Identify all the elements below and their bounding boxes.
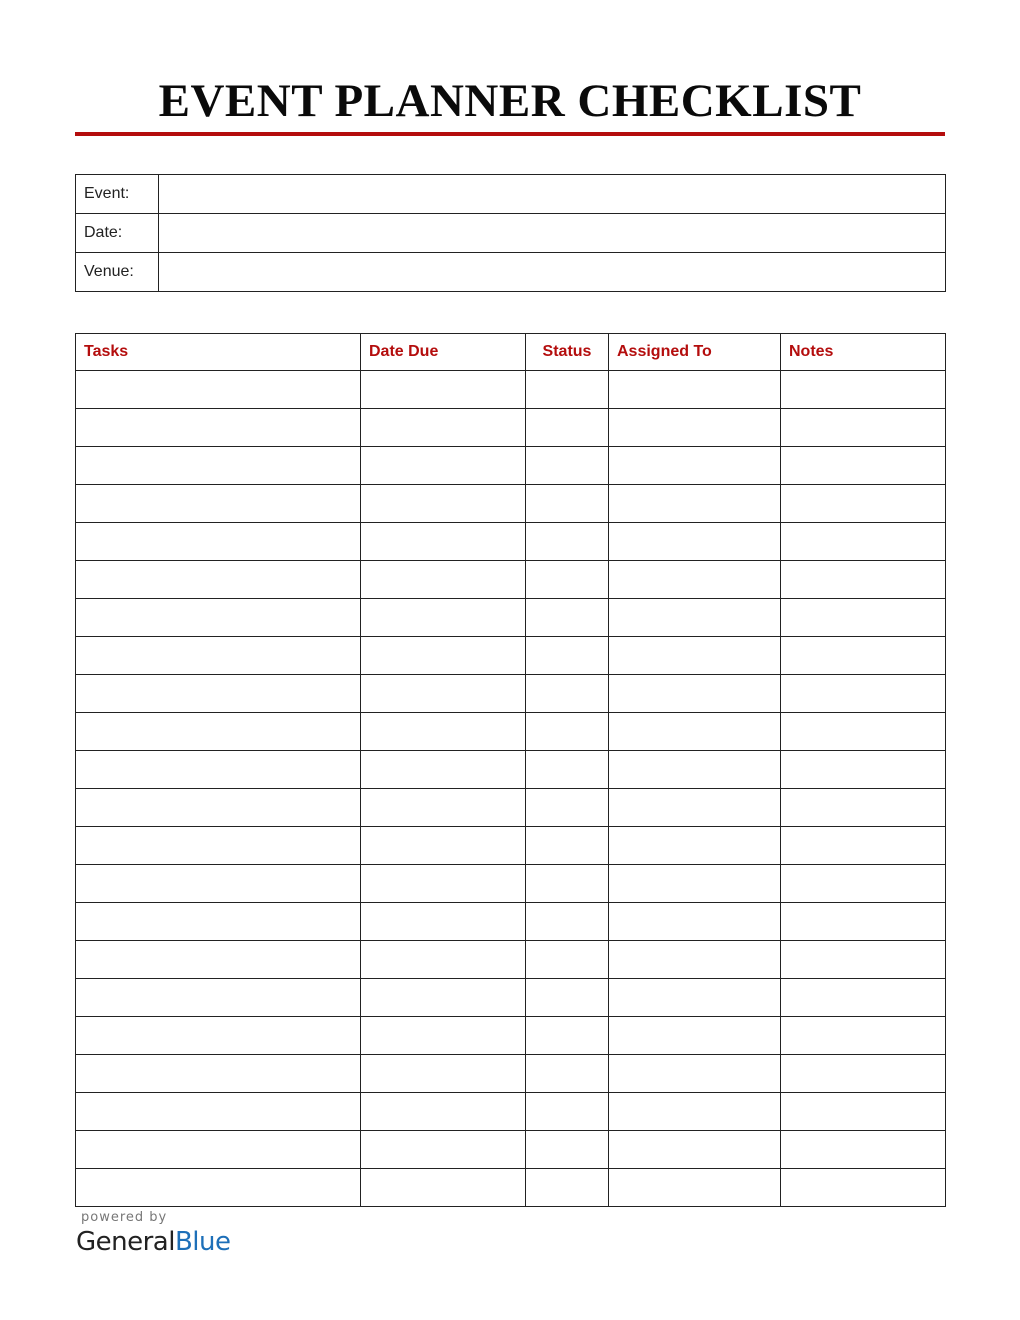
footer-branding	[76, 1210, 231, 1257]
notes-cell[interactable]	[781, 675, 946, 713]
notes-cell[interactable]	[781, 447, 946, 485]
notes-cell[interactable]	[781, 485, 946, 523]
date-row	[76, 214, 946, 253]
task-cell[interactable]	[76, 979, 361, 1017]
checklist-header-row	[76, 334, 946, 371]
date-field[interactable]	[159, 214, 946, 253]
date-due-cell[interactable]	[361, 599, 526, 637]
task-cell[interactable]	[76, 1017, 361, 1055]
notes-cell[interactable]	[781, 1169, 946, 1207]
status-cell[interactable]	[526, 409, 609, 447]
table-row	[76, 637, 946, 675]
task-cell[interactable]	[76, 903, 361, 941]
assigned-to-cell[interactable]	[609, 409, 781, 447]
date-due-cell[interactable]	[361, 523, 526, 561]
assigned-to-cell[interactable]	[609, 1093, 781, 1131]
status-cell[interactable]	[526, 637, 609, 675]
table-row	[76, 447, 946, 485]
task-cell[interactable]	[76, 713, 361, 751]
date-due-cell[interactable]	[361, 409, 526, 447]
assigned-to-cell[interactable]	[609, 371, 781, 409]
task-cell[interactable]	[76, 1093, 361, 1131]
assigned-to-cell[interactable]	[609, 827, 781, 865]
column-header-date-due: Date Due	[361, 334, 526, 371]
venue-label: Venue:	[76, 253, 159, 292]
table-row	[76, 485, 946, 523]
task-cell[interactable]	[76, 789, 361, 827]
task-cell[interactable]	[76, 561, 361, 599]
assigned-to-cell[interactable]	[609, 751, 781, 789]
date-due-cell[interactable]	[361, 447, 526, 485]
status-cell[interactable]	[526, 561, 609, 599]
task-cell[interactable]	[76, 1055, 361, 1093]
task-cell[interactable]	[76, 1131, 361, 1169]
event-info-table	[75, 174, 946, 292]
date-due-cell[interactable]	[361, 485, 526, 523]
status-cell[interactable]	[526, 789, 609, 827]
task-cell[interactable]	[76, 599, 361, 637]
table-row	[76, 789, 946, 827]
column-header-status: Status	[526, 334, 609, 371]
table-row	[76, 865, 946, 903]
date-due-cell[interactable]	[361, 561, 526, 599]
brand-name-part2: Blue	[174, 1227, 231, 1257]
assigned-to-cell[interactable]	[609, 865, 781, 903]
task-cell[interactable]	[76, 371, 361, 409]
date-due-cell[interactable]	[361, 637, 526, 675]
task-cell[interactable]	[76, 447, 361, 485]
task-cell[interactable]	[76, 409, 361, 447]
notes-cell[interactable]	[781, 941, 946, 979]
date-due-cell[interactable]	[361, 903, 526, 941]
status-cell[interactable]	[526, 599, 609, 637]
column-header-assigned-to: Assigned To	[609, 334, 781, 371]
assigned-to-cell[interactable]	[609, 1169, 781, 1207]
task-cell[interactable]	[76, 637, 361, 675]
notes-cell[interactable]	[781, 865, 946, 903]
column-header-tasks: Tasks	[76, 334, 361, 371]
date-due-cell[interactable]	[361, 941, 526, 979]
date-due-cell[interactable]	[361, 1093, 526, 1131]
date-due-cell[interactable]	[361, 713, 526, 751]
page-title: EVENT PLANNER CHECKLIST	[158, 75, 862, 127]
table-row	[76, 1093, 946, 1131]
table-row	[76, 979, 946, 1017]
status-cell[interactable]	[526, 941, 609, 979]
notes-cell[interactable]	[781, 751, 946, 789]
table-row	[76, 599, 946, 637]
notes-cell[interactable]	[781, 979, 946, 1017]
assigned-to-cell[interactable]	[609, 675, 781, 713]
table-row	[76, 1169, 946, 1207]
notes-cell[interactable]	[781, 1093, 946, 1131]
table-row	[76, 523, 946, 561]
notes-cell[interactable]	[781, 1017, 946, 1055]
table-row	[76, 941, 946, 979]
status-cell[interactable]	[526, 1055, 609, 1093]
status-cell[interactable]	[526, 1169, 609, 1207]
assigned-to-cell[interactable]	[609, 713, 781, 751]
task-cell[interactable]	[76, 675, 361, 713]
event-field[interactable]	[159, 175, 946, 214]
task-cell[interactable]	[76, 865, 361, 903]
notes-cell[interactable]	[781, 599, 946, 637]
notes-cell[interactable]	[781, 1131, 946, 1169]
date-due-cell[interactable]	[361, 979, 526, 1017]
table-row	[76, 561, 946, 599]
status-cell[interactable]	[526, 827, 609, 865]
date-due-cell[interactable]	[361, 827, 526, 865]
assigned-to-cell[interactable]	[609, 561, 781, 599]
venue-row	[76, 253, 946, 292]
assigned-to-cell[interactable]	[609, 1131, 781, 1169]
date-due-cell[interactable]	[361, 1169, 526, 1207]
date-due-cell[interactable]	[361, 1055, 526, 1093]
date-due-cell[interactable]	[361, 371, 526, 409]
task-cell[interactable]	[76, 827, 361, 865]
task-cell[interactable]	[76, 941, 361, 979]
notes-cell[interactable]	[781, 903, 946, 941]
table-row	[76, 675, 946, 713]
status-cell[interactable]	[526, 713, 609, 751]
status-cell[interactable]	[526, 979, 609, 1017]
table-row	[76, 371, 946, 409]
date-due-cell[interactable]	[361, 751, 526, 789]
status-cell[interactable]	[526, 447, 609, 485]
assigned-to-cell[interactable]	[609, 637, 781, 675]
date-due-cell[interactable]	[361, 675, 526, 713]
assigned-to-cell[interactable]	[609, 789, 781, 827]
notes-cell[interactable]	[781, 713, 946, 751]
notes-cell[interactable]	[781, 1055, 946, 1093]
table-row	[76, 827, 946, 865]
task-cell[interactable]	[76, 485, 361, 523]
status-cell[interactable]	[526, 675, 609, 713]
date-due-cell[interactable]	[361, 1131, 526, 1169]
notes-cell[interactable]	[781, 371, 946, 409]
event-row	[76, 175, 946, 214]
table-row	[76, 409, 946, 447]
date-label: Date:	[76, 214, 159, 253]
status-cell[interactable]	[526, 523, 609, 561]
table-row	[76, 903, 946, 941]
table-row	[76, 751, 946, 789]
generalblue-logo	[76, 1227, 231, 1257]
notes-cell[interactable]	[781, 789, 946, 827]
status-cell[interactable]	[526, 485, 609, 523]
status-cell[interactable]	[526, 1017, 609, 1055]
date-due-cell[interactable]	[361, 1017, 526, 1055]
table-row	[76, 1055, 946, 1093]
assigned-to-cell[interactable]	[609, 903, 781, 941]
event-label: Event:	[76, 175, 159, 214]
assigned-to-cell[interactable]	[609, 979, 781, 1017]
title-divider	[75, 132, 945, 136]
task-cell[interactable]	[76, 751, 361, 789]
powered-by-text: powered by	[81, 1210, 168, 1225]
task-cell[interactable]	[76, 1169, 361, 1207]
venue-field[interactable]	[159, 253, 946, 292]
status-cell[interactable]	[526, 751, 609, 789]
assigned-to-cell[interactable]	[609, 485, 781, 523]
assigned-to-cell[interactable]	[609, 1055, 781, 1093]
task-cell[interactable]	[76, 523, 361, 561]
status-cell[interactable]	[526, 1093, 609, 1131]
status-cell[interactable]	[526, 903, 609, 941]
table-row	[76, 713, 946, 751]
assigned-to-cell[interactable]	[609, 599, 781, 637]
table-row	[76, 1017, 946, 1055]
date-due-cell[interactable]	[361, 789, 526, 827]
checklist-body	[76, 371, 946, 1207]
status-cell[interactable]	[526, 1131, 609, 1169]
checklist-table	[75, 333, 946, 1207]
column-header-notes: Notes	[781, 334, 946, 371]
status-cell[interactable]	[526, 371, 609, 409]
notes-cell[interactable]	[781, 523, 946, 561]
notes-cell[interactable]	[781, 827, 946, 865]
assigned-to-cell[interactable]	[609, 523, 781, 561]
notes-cell[interactable]	[781, 637, 946, 675]
date-due-cell[interactable]	[361, 865, 526, 903]
assigned-to-cell[interactable]	[609, 447, 781, 485]
assigned-to-cell[interactable]	[609, 941, 781, 979]
table-row	[76, 1131, 946, 1169]
status-cell[interactable]	[526, 865, 609, 903]
notes-cell[interactable]	[781, 409, 946, 447]
notes-cell[interactable]	[781, 561, 946, 599]
brand-name-part1: General	[76, 1227, 175, 1257]
assigned-to-cell[interactable]	[609, 1017, 781, 1055]
